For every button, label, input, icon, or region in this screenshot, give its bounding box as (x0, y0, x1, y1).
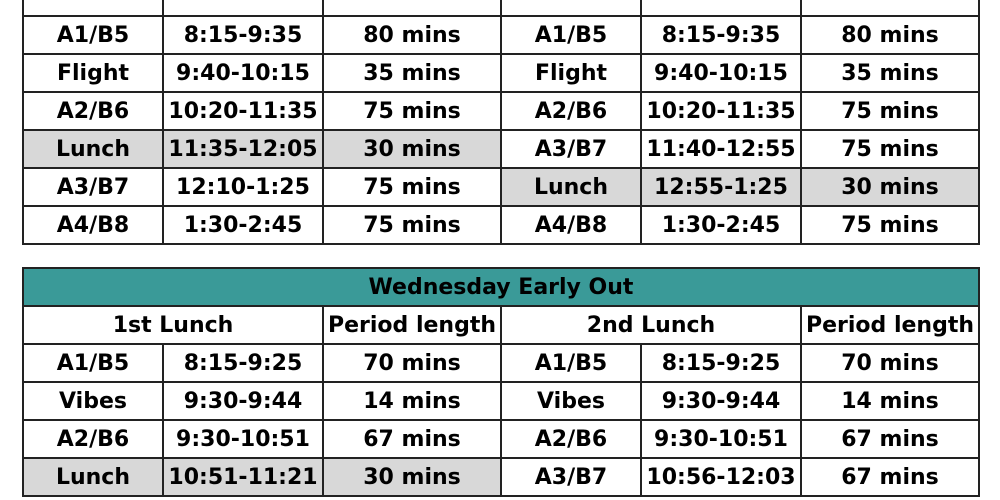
right-length-cell: 14 mins (801, 382, 979, 420)
left-period-cell: A3/B7 (23, 168, 163, 206)
left-time-cell: 9:40-10:15 (163, 54, 323, 92)
left-time-cell: 10:51-11:21 (163, 458, 323, 496)
left-length-cell: 80 mins (323, 16, 501, 54)
schedule-row (23, 458, 979, 496)
schedule-row (23, 92, 979, 130)
left-period-cell: A1/B5 (23, 344, 163, 382)
left-length-cell: 35 mins (323, 54, 501, 92)
left-time-cell: 8:15-9:35 (163, 16, 323, 54)
left-period-cell: Lunch (23, 458, 163, 496)
schedule-row (23, 382, 979, 420)
right-time-cell: 11:40-12:55 (641, 130, 801, 168)
schedule-row (23, 16, 979, 54)
left-period-cell: A2/B6 (23, 92, 163, 130)
left-time-cell: 10:20-11:35 (163, 92, 323, 130)
wednesday-schedule-table (22, 267, 980, 497)
right-time-cell: 10:56-12:03 (641, 458, 801, 496)
wednesday-title: Wednesday Early Out (23, 268, 979, 306)
right-period-cell: Lunch (501, 168, 641, 206)
regular-schedule-body (23, 16, 979, 244)
period-length-header-right: Period length (801, 306, 979, 344)
right-period-cell: Vibes (501, 382, 641, 420)
right-length-cell: 70 mins (801, 344, 979, 382)
wednesday-schedule-body (23, 344, 979, 496)
schedule-row (23, 206, 979, 244)
right-period-cell: A3/B7 (501, 130, 641, 168)
table-top-edge-row (23, 0, 979, 16)
left-period-cell: A1/B5 (23, 16, 163, 54)
left-length-cell: 67 mins (323, 420, 501, 458)
left-length-cell: 14 mins (323, 382, 501, 420)
left-time-cell: 9:30-9:44 (163, 382, 323, 420)
right-length-cell: 75 mins (801, 92, 979, 130)
left-length-cell: 30 mins (323, 458, 501, 496)
wednesday-header-row (23, 306, 979, 344)
left-length-cell: 75 mins (323, 206, 501, 244)
right-time-cell: 12:55-1:25 (641, 168, 801, 206)
left-time-cell: 12:10-1:25 (163, 168, 323, 206)
right-length-cell: 67 mins (801, 458, 979, 496)
right-time-cell: 9:40-10:15 (641, 54, 801, 92)
right-period-cell: A1/B5 (501, 344, 641, 382)
schedule-row (23, 54, 979, 92)
right-length-cell: 67 mins (801, 420, 979, 458)
right-time-cell: 8:15-9:35 (641, 16, 801, 54)
schedule-row (23, 344, 979, 382)
right-period-cell: A1/B5 (501, 16, 641, 54)
right-period-cell: A3/B7 (501, 458, 641, 496)
left-length-cell: 70 mins (323, 344, 501, 382)
right-length-cell: 30 mins (801, 168, 979, 206)
left-period-cell: A4/B8 (23, 206, 163, 244)
right-length-cell: 80 mins (801, 16, 979, 54)
right-period-cell: A2/B6 (501, 420, 641, 458)
right-period-cell: A2/B6 (501, 92, 641, 130)
left-period-cell: A2/B6 (23, 420, 163, 458)
schedule-row (23, 130, 979, 168)
left-period-cell: Flight (23, 54, 163, 92)
regular-schedule-table (22, 0, 980, 245)
right-time-cell: 8:15-9:25 (641, 344, 801, 382)
right-time-cell: 9:30-10:51 (641, 420, 801, 458)
period-length-header-left: Period length (323, 306, 501, 344)
schedule-row (23, 168, 979, 206)
left-time-cell: 9:30-10:51 (163, 420, 323, 458)
right-length-cell: 75 mins (801, 206, 979, 244)
second-lunch-header: 2nd Lunch (501, 306, 801, 344)
schedule-row (23, 420, 979, 458)
left-period-cell: Vibes (23, 382, 163, 420)
left-length-cell: 75 mins (323, 92, 501, 130)
left-time-cell: 1:30-2:45 (163, 206, 323, 244)
right-time-cell: 1:30-2:45 (641, 206, 801, 244)
right-period-cell: Flight (501, 54, 641, 92)
left-length-cell: 75 mins (323, 168, 501, 206)
right-time-cell: 10:20-11:35 (641, 92, 801, 130)
left-length-cell: 30 mins (323, 130, 501, 168)
right-length-cell: 75 mins (801, 130, 979, 168)
right-length-cell: 35 mins (801, 54, 979, 92)
left-time-cell: 11:35-12:05 (163, 130, 323, 168)
right-period-cell: A4/B8 (501, 206, 641, 244)
first-lunch-header: 1st Lunch (23, 306, 323, 344)
right-time-cell: 9:30-9:44 (641, 382, 801, 420)
left-time-cell: 8:15-9:25 (163, 344, 323, 382)
left-period-cell: Lunch (23, 130, 163, 168)
